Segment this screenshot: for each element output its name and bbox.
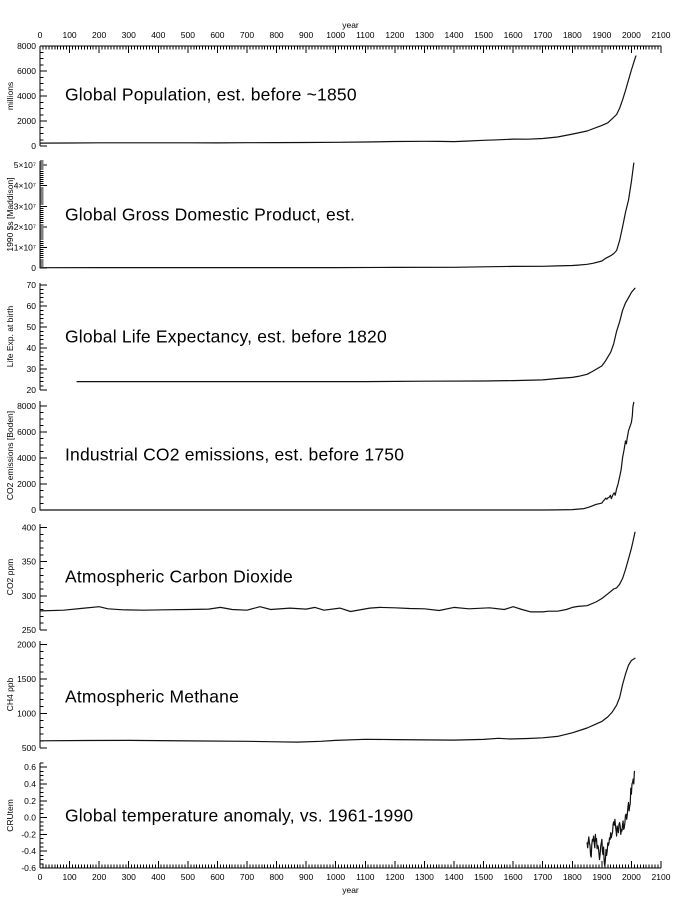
x-tick-label: 1100: [356, 30, 375, 40]
y-tick-label: 4×10⁷: [13, 180, 36, 191]
y-tick-label: 3×10⁷: [13, 201, 36, 212]
x-tick-label: 500: [180, 30, 195, 40]
x-tick-label: 1700: [533, 30, 553, 40]
y-tick-label: 2000: [17, 479, 36, 490]
x-tick-label: 600: [210, 872, 225, 882]
y-tick-label: 60: [26, 301, 36, 312]
panel-5-y-axis: [40, 641, 47, 748]
x-axis-top: [40, 46, 661, 53]
panel-6-y-labels: [21, 762, 36, 873]
x-tick-label: 2000: [621, 30, 641, 40]
y-axis-title: CO2 emissions [Boden]: [5, 410, 15, 501]
panel-1-y-labels: [14, 160, 37, 273]
x-tick-label: 900: [299, 30, 314, 40]
x-tick-label: 300: [121, 872, 136, 882]
x-axis-bottom-labels: [38, 872, 671, 895]
x-axis-top-labels: [38, 20, 671, 40]
x-tick-label: 800: [269, 30, 284, 40]
x-tick-label: 0: [37, 30, 43, 40]
x-tick-label: 700: [239, 872, 255, 882]
panel-6-y-axis: [40, 763, 47, 868]
x-tick-label: 200: [92, 30, 107, 40]
x-tick-label: 1400: [444, 30, 464, 40]
y-tick-label: -0.2: [21, 829, 36, 840]
y-tick-label: 8000: [17, 41, 36, 51]
x-tick-label: 2100: [651, 30, 671, 40]
x-tick-label: 1600: [503, 30, 523, 40]
x-tick-label: 1800: [562, 30, 582, 40]
y-tick-label: 500: [21, 743, 36, 753]
panel-2-y-axis: [40, 283, 47, 390]
x-tick-label: 500: [180, 872, 195, 882]
panel-title-ch4: Atmospheric Methane: [65, 686, 240, 707]
y-tick-label: 4000: [17, 453, 36, 464]
y-tick-label: 0.4: [24, 779, 36, 789]
y-tick-label: 50: [26, 322, 36, 333]
y-tick-label: 20: [26, 385, 36, 395]
x-tick-label: 1600: [503, 872, 523, 882]
x-tick-label: 300: [121, 30, 136, 40]
y-tick-label: 0: [31, 505, 36, 515]
y-tick-label: 70: [26, 280, 36, 291]
y-axis-title: CH4 ppb: [5, 677, 15, 712]
panel-title-population: Global Population, est. before ~1850: [65, 84, 357, 105]
y-tick-label: 30: [26, 364, 36, 375]
x-tick-label: 1500: [474, 872, 494, 882]
x-tick-label: 400: [151, 872, 166, 882]
y-tick-label: 0: [31, 141, 36, 151]
x-tick-label: 1000: [326, 30, 346, 40]
x-tick-label: 1700: [533, 872, 553, 882]
y-axis-title: Life Exp. at birth: [5, 305, 15, 368]
x-tick-label: 0: [37, 872, 43, 882]
x-axis-bottom: [40, 861, 661, 868]
y-axis-title: 1990 $s [Maddison]: [5, 177, 15, 252]
x-tick-label: 100: [62, 872, 77, 882]
y-tick-label: 300: [21, 590, 36, 601]
panel-2-y-labels: [27, 280, 37, 395]
x-tick-label: 2100: [651, 872, 671, 882]
panel-4-y-axis: [40, 524, 47, 630]
y-tick-label: 2×10⁷: [13, 221, 36, 232]
y-tick-label: 0: [31, 263, 36, 273]
y-tick-label: 8000: [17, 401, 36, 412]
y-tick-label: 6000: [17, 66, 36, 76]
x-tick-label: 800: [269, 872, 284, 882]
x-tick-label: 100: [62, 30, 77, 40]
panel-5-y-labels: [17, 639, 36, 753]
panel-title-gdp: Global Gross Domestic Product, est.: [65, 204, 356, 225]
y-tick-label: 40: [26, 343, 36, 354]
panel-title-co2-ppm: Atmospheric Carbon Dioxide: [65, 566, 293, 587]
x-tick-label: 400: [151, 30, 166, 40]
y-axis-title: CO2 ppm: [5, 558, 15, 596]
panel-3-y-axis: [40, 401, 47, 510]
x-tick-label: 1100: [356, 872, 375, 882]
y-tick-label: 5×10⁷: [13, 160, 36, 171]
y-tick-label: 2000: [17, 639, 36, 650]
x-tick-label: 900: [299, 872, 314, 882]
x-tick-label: 1300: [414, 872, 434, 882]
x-tick-label: 1200: [385, 872, 405, 882]
y-axis-title: millions: [5, 81, 15, 111]
y-tick-label: 1×10⁷: [13, 242, 36, 253]
x-tick-label: 1200: [385, 30, 405, 40]
x-tick-label: 200: [92, 872, 107, 882]
y-tick-label: -0.6: [21, 863, 36, 873]
y-tick-label: 2000: [17, 116, 36, 126]
x-tick-label: 1900: [592, 30, 612, 40]
y-tick-label: -0.4: [21, 846, 36, 857]
x-tick-label: 1000: [326, 872, 346, 882]
y-tick-label: 1000: [17, 708, 36, 719]
x-tick-label: 700: [239, 30, 255, 40]
x-axis-title: year: [342, 885, 359, 895]
x-tick-label: 1900: [592, 872, 612, 882]
panel-4-y-labels: [22, 522, 36, 635]
y-tick-label: 0.0: [24, 812, 36, 823]
y-tick-label: 1500: [17, 673, 36, 684]
x-tick-label: 1500: [474, 30, 494, 40]
x-tick-label: 600: [210, 30, 225, 40]
panel-title-temp-anomaly: Global temperature anomaly, vs. 1961-1990: [65, 805, 414, 826]
x-tick-label: 1800: [562, 872, 582, 882]
y-tick-label: 400: [21, 522, 36, 533]
panel-title-life-exp: Global Life Expectancy, est. before 1820: [65, 326, 387, 347]
y-tick-label: 0.6: [24, 762, 36, 773]
panel-3-y-labels: [17, 401, 36, 515]
y-tick-label: 6000: [17, 427, 36, 438]
x-tick-label: 2000: [621, 872, 641, 882]
data-line-6: [587, 771, 634, 866]
y-tick-label: 0.2: [24, 795, 36, 806]
y-tick-label: 4000: [17, 91, 36, 101]
panel-1-y-axis: [40, 161, 47, 268]
y-axis-title: CRUtem: [5, 799, 15, 832]
x-tick-label: 1400: [444, 872, 464, 882]
y-tick-label: 350: [21, 556, 36, 567]
panel-0-y-labels: [17, 41, 36, 151]
x-tick-label: 1300: [414, 30, 434, 40]
panel-title-co2-emissions: Industrial CO2 emissions, est. before 1750: [65, 444, 405, 465]
x-axis-title: year: [342, 20, 359, 30]
y-tick-label: 250: [21, 625, 36, 635]
panel-0-y-axis: [40, 46, 47, 146]
